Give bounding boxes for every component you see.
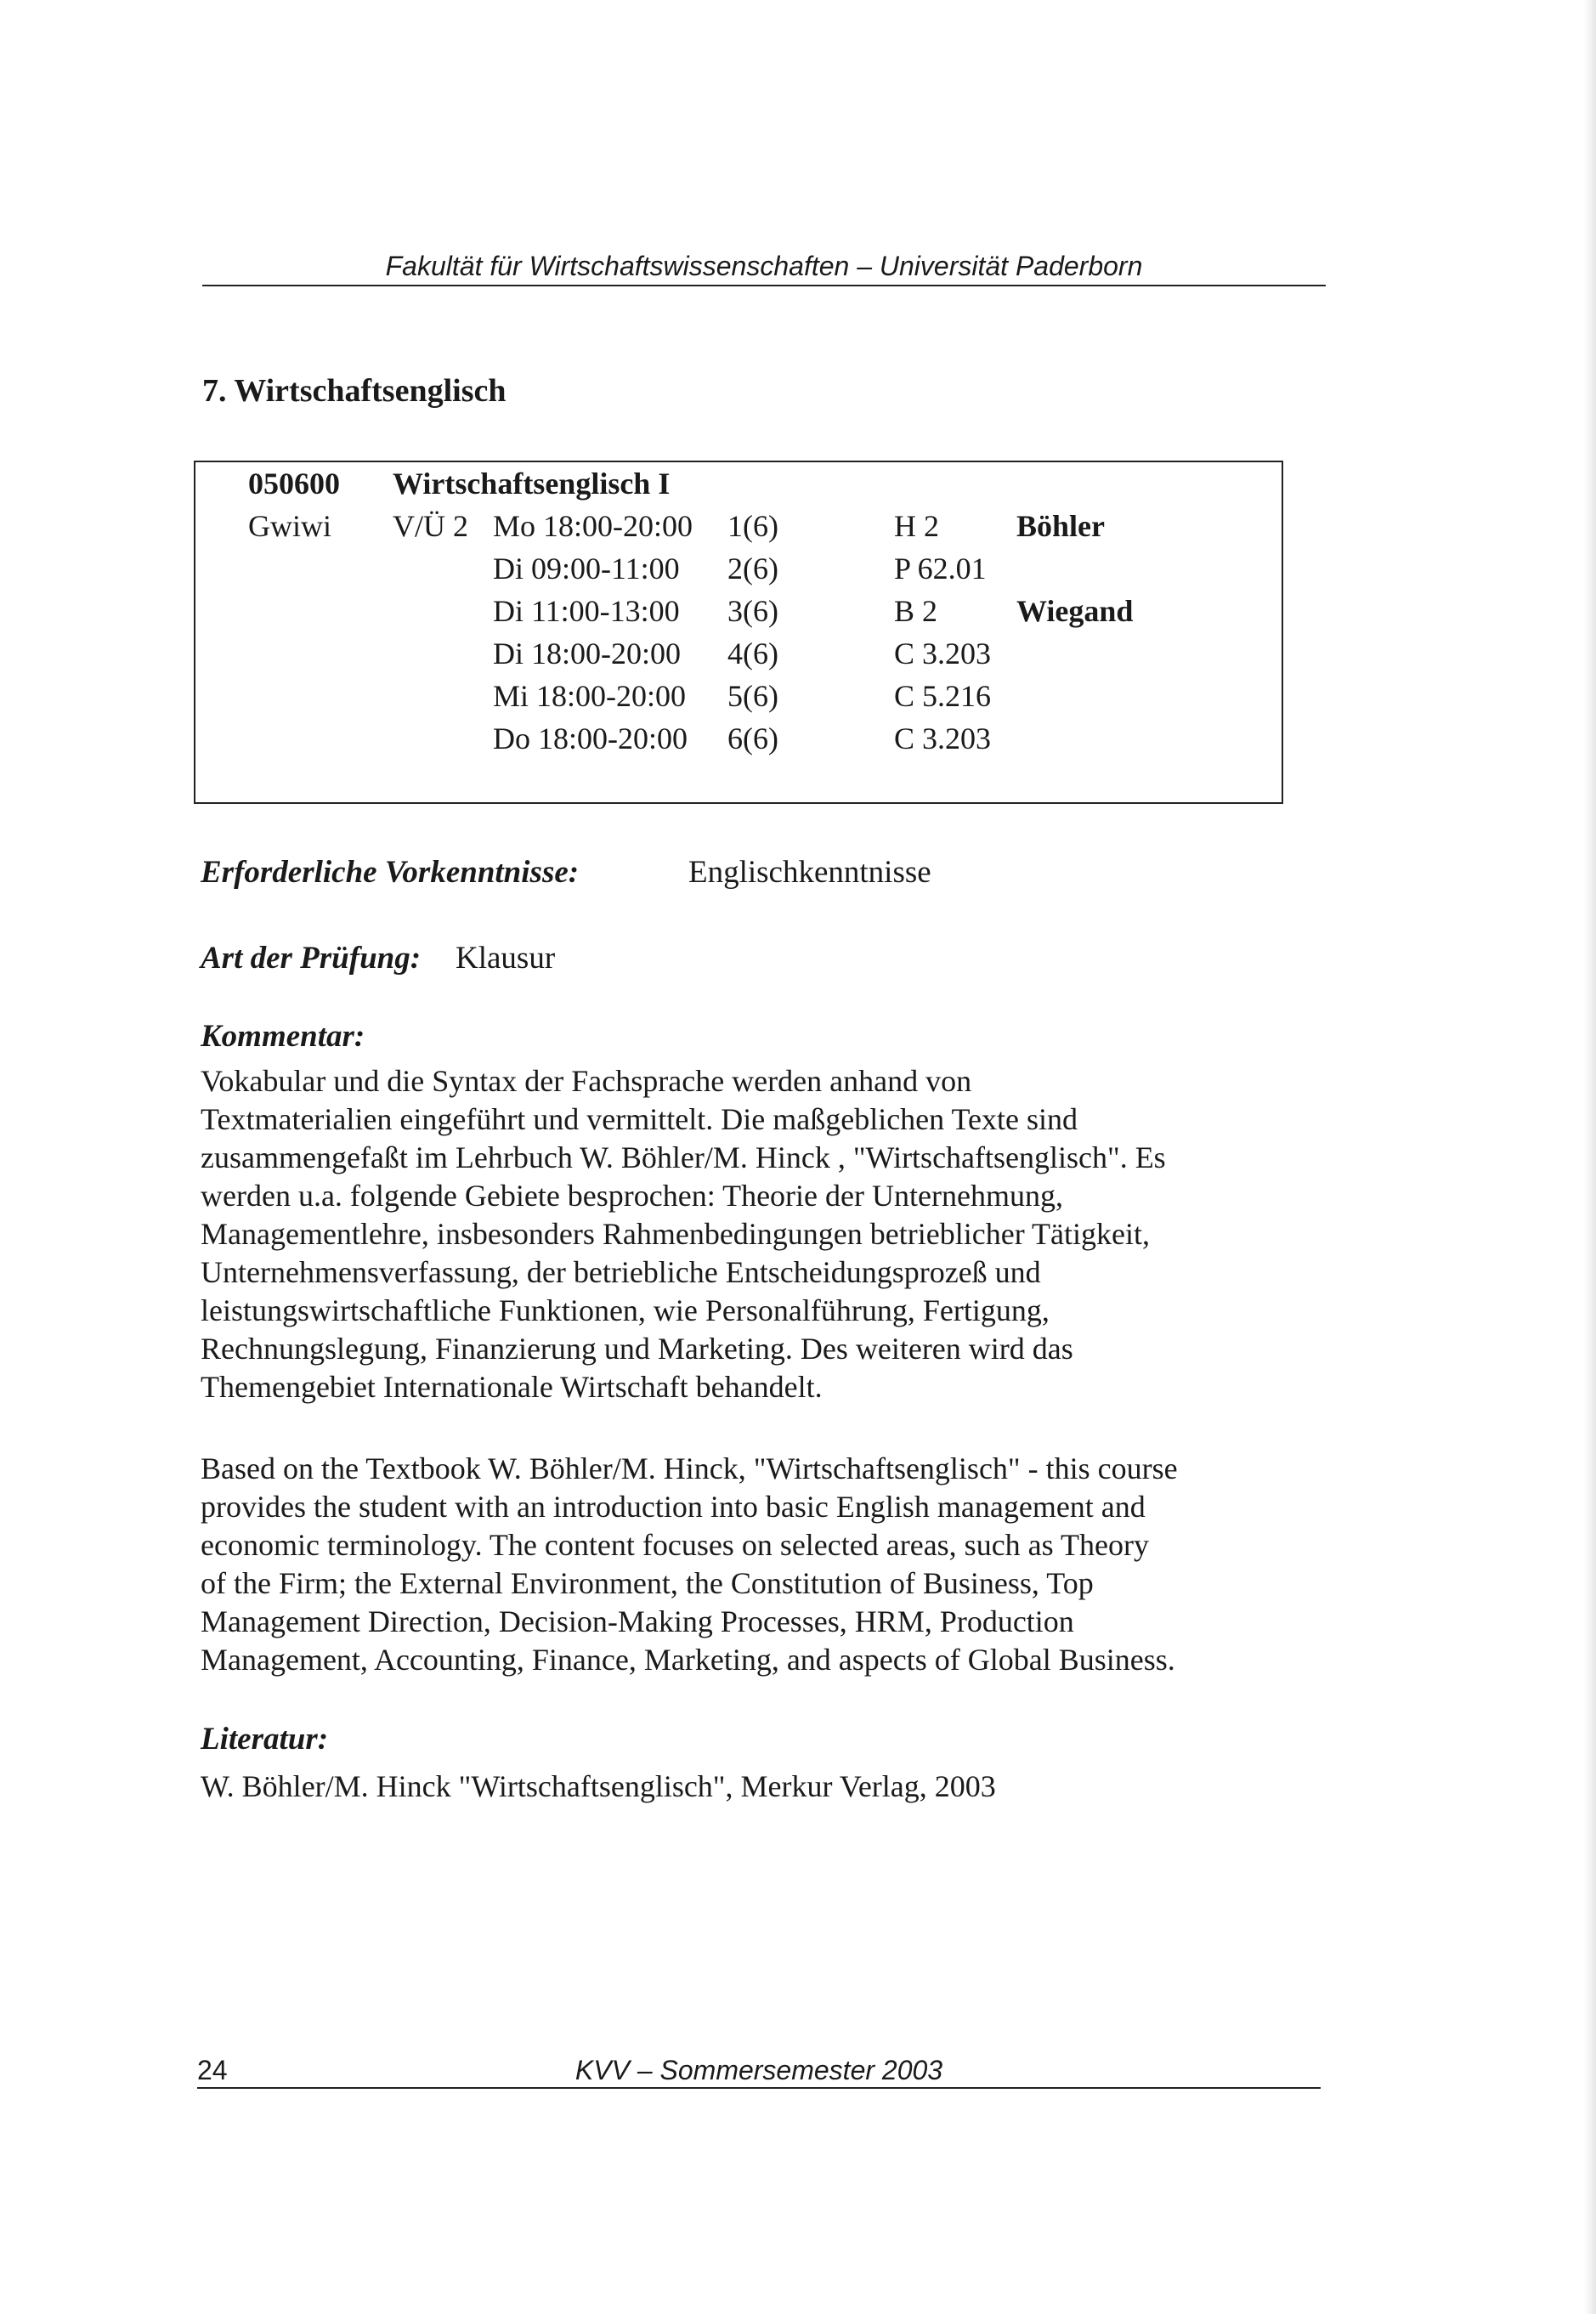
text-line: Themengebiet Internationale Wirtschaft behandelt.: [201, 1370, 823, 1404]
running-header: Fakultät für Wirtschaftswissenschaften – Universität Paderborn: [202, 249, 1326, 286]
text-line: Textmaterialien eingeführt und vermittelt. Die maßgeblichen Texte sind: [201, 1102, 1078, 1136]
running-footer: [197, 2053, 1321, 2089]
session-time: Do 18:00-20:00: [493, 721, 688, 755]
session-time: Di 18:00-20:00: [493, 636, 681, 670]
session-lecturer: Wiegand: [1016, 594, 1134, 628]
text-line: economic terminology. The content focuses on selected areas, such as Theory: [201, 1528, 1149, 1562]
exam-value: Klausur: [456, 941, 556, 976]
page-edge-shadow: [1584, 0, 1596, 2314]
text-line: Managementlehre, insbesonders Rahmenbedingungen betrieblicher Tätigkeit,: [201, 1217, 1150, 1251]
prerequisites-label: Erforderliche Vorkenntnisse:: [201, 855, 580, 890]
prerequisites-value: Englischkenntnisse: [688, 855, 931, 890]
text-line: leistungswirtschaftliche Funktionen, wie Personalführung, Fertigung,: [201, 1293, 1050, 1327]
session-room: B 2: [894, 594, 938, 628]
text-line: Rechnungslegung, Finanzierung und Marketing. Des weiteren wird das: [201, 1332, 1073, 1366]
text-line: werden u.a. folgende Gebiete besprochen: Theorie der Unternehmung,: [201, 1179, 1063, 1213]
session-lecturer: Böhler: [1016, 509, 1105, 543]
session-time: Di 09:00-11:00: [493, 552, 680, 586]
session-group: 1(6): [727, 509, 778, 543]
session-time: Di 11:00-13:00: [493, 594, 680, 628]
literature-entry: W. Böhler/M. Hinck "Wirtschaftsenglisch", Merkur Verlag, 2003: [201, 1769, 996, 1803]
exam-label: Art der Prüfung:: [201, 941, 422, 976]
text-line: Management Direction, Decision-Making Processes, HRM, Production: [201, 1604, 1074, 1638]
session-room: C 3.203: [894, 636, 992, 670]
session-room: C 3.203: [894, 721, 992, 755]
comment-english-paragraph: [201, 1450, 1305, 1679]
literature-label: Literatur:: [201, 1722, 329, 1757]
session-room: P 62.01: [894, 552, 987, 586]
text-line: Management, Accounting, Finance, Marketing, and aspects of Global Business.: [201, 1643, 1175, 1677]
footer-title: KVV – Sommersemester 2003: [574, 2055, 943, 2085]
text-line: of the Firm; the External Environment, the Constitution of Business, Top: [201, 1566, 1094, 1600]
comment-german-paragraph: [201, 1062, 1305, 1406]
text-line: Vokabular und die Syntax der Fachsprache werden anhand von: [201, 1064, 972, 1098]
course-title: Wirtschaftsenglisch I: [393, 467, 671, 501]
text-line: zusammengefaßt im Lehrbuch W. Böhler/M. Hinck , "Wirtschaftsenglisch". Es: [201, 1140, 1166, 1174]
literature-list: [201, 1768, 1305, 1806]
course-number: 050600: [248, 467, 340, 501]
text-line: provides the student with an introduction into basic English management and: [201, 1490, 1146, 1524]
page-number: 24: [197, 2055, 228, 2085]
session-room: H 2: [894, 509, 939, 543]
session-group: 2(6): [727, 552, 778, 586]
session-room: C 5.216: [894, 679, 992, 713]
session-group: 3(6): [727, 594, 778, 628]
text-line: Based on the Textbook W. Böhler/M. Hinck, "Wirtschaftsenglisch" - this course: [201, 1451, 1178, 1485]
course-unit: Gwiwi: [248, 509, 331, 543]
session-group: 5(6): [727, 679, 778, 713]
session-time: Mo 18:00-20:00: [493, 509, 693, 543]
section-title: 7. Wirtschaftsenglisch: [202, 373, 507, 409]
session-group: 4(6): [727, 636, 778, 670]
session-time: Mi 18:00-20:00: [493, 679, 687, 713]
course-info-box: [194, 461, 1283, 804]
text-line: Unternehmensverfassung, der betriebliche Entscheidungsprozeß und: [201, 1255, 1041, 1289]
session-group: 6(6): [727, 721, 778, 755]
comment-label: Kommentar:: [201, 1019, 365, 1054]
course-type: V/Ü 2: [393, 509, 468, 543]
